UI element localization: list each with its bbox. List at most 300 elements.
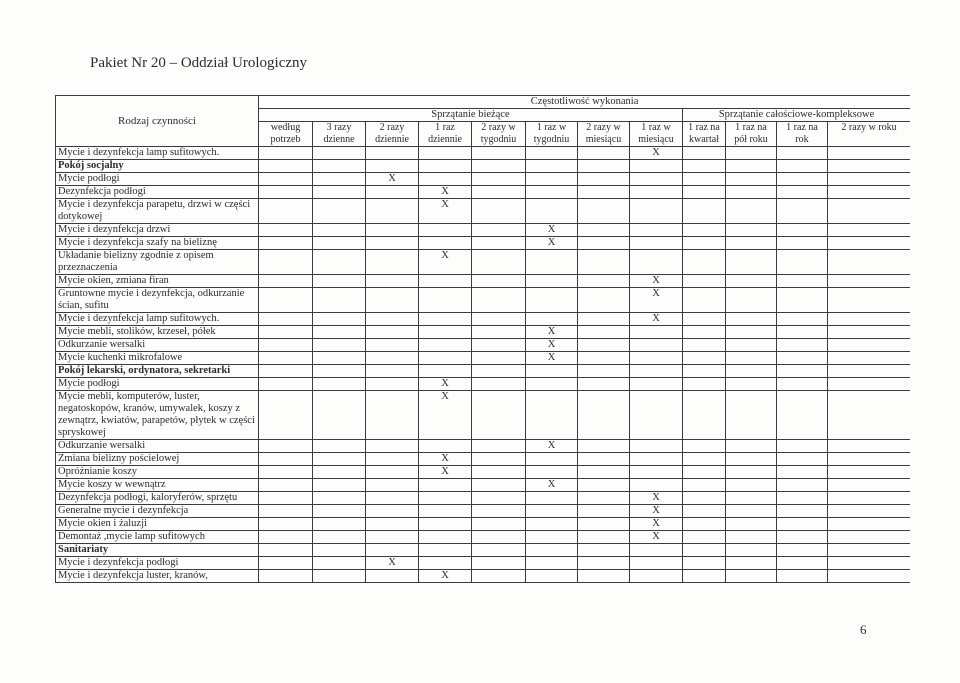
frequency-cell	[630, 160, 683, 173]
frequency-cell	[419, 365, 472, 378]
frequency-cell	[259, 391, 313, 440]
frequency-cell	[259, 199, 313, 224]
frequency-cell	[726, 440, 777, 453]
frequency-cell	[777, 557, 828, 570]
frequency-cell	[578, 378, 630, 391]
frequency-cell	[259, 313, 313, 326]
frequency-cell	[419, 288, 472, 313]
frequency-cell	[828, 453, 911, 466]
column-header: 1 raz na kwartał	[683, 122, 726, 147]
section-row	[56, 160, 911, 173]
frequency-cell	[472, 173, 526, 186]
table-row	[56, 466, 911, 479]
frequency-cell	[630, 378, 683, 391]
frequency-cell	[578, 453, 630, 466]
frequency-cell	[726, 378, 777, 391]
frequency-cell	[313, 199, 366, 224]
frequency-cell	[777, 275, 828, 288]
frequency-cell	[683, 557, 726, 570]
frequency-cell	[578, 160, 630, 173]
frequency-cell	[419, 160, 472, 173]
frequency-cell	[578, 339, 630, 352]
frequency-cell	[472, 365, 526, 378]
frequency-cell	[472, 544, 526, 557]
frequency-cell	[630, 250, 683, 275]
frequency-cell	[683, 160, 726, 173]
frequency-cell	[683, 391, 726, 440]
frequency-cell	[578, 391, 630, 440]
frequency-cell	[472, 479, 526, 492]
frequency-cell	[259, 237, 313, 250]
frequency-cell	[313, 339, 366, 352]
activity-label: Mycie i dezynfekcja luster, kranów,	[56, 570, 259, 583]
frequency-cell	[578, 557, 630, 570]
frequency-cell	[366, 440, 419, 453]
frequency-cell	[828, 186, 911, 199]
frequency-cell	[683, 147, 726, 160]
frequency-cell	[726, 492, 777, 505]
frequency-cell	[726, 275, 777, 288]
frequency-cell	[419, 557, 472, 570]
frequency-cell	[683, 326, 726, 339]
frequency-header: Częstotliwość wykonania	[259, 96, 911, 109]
table-row	[56, 237, 911, 250]
frequency-cell	[313, 378, 366, 391]
frequency-cell: X	[630, 288, 683, 313]
frequency-cell	[683, 365, 726, 378]
frequency-cell	[777, 518, 828, 531]
frequency-cell	[472, 531, 526, 544]
frequency-cell	[526, 378, 578, 391]
table-row	[56, 339, 911, 352]
frequency-cell: X	[630, 492, 683, 505]
frequency-cell: X	[630, 531, 683, 544]
frequency-cell	[313, 250, 366, 275]
frequency-cell: X	[419, 391, 472, 440]
frequency-cell	[578, 352, 630, 365]
frequency-cell	[259, 466, 313, 479]
frequency-cell	[578, 326, 630, 339]
table-row	[56, 326, 911, 339]
frequency-cell	[828, 518, 911, 531]
current-cleaning-group-header: Sprzątanie bieżące	[259, 109, 683, 122]
frequency-cell	[366, 505, 419, 518]
frequency-cell	[777, 237, 828, 250]
frequency-cell	[828, 339, 911, 352]
frequency-cell	[313, 352, 366, 365]
frequency-cell	[777, 492, 828, 505]
table-row	[56, 557, 911, 570]
frequency-cell	[366, 479, 419, 492]
frequency-cell	[313, 391, 366, 440]
frequency-cell	[472, 250, 526, 275]
frequency-cell	[828, 365, 911, 378]
activity-label: Opróżnianie koszy	[56, 466, 259, 479]
frequency-table-container	[55, 95, 910, 596]
frequency-cell	[630, 186, 683, 199]
frequency-cell	[777, 352, 828, 365]
frequency-cell	[683, 173, 726, 186]
table-row	[56, 570, 911, 583]
full-cleaning-group-header: Sprzątanie całościowe-kompleksowe	[683, 109, 911, 122]
frequency-cell	[777, 313, 828, 326]
frequency-cell	[828, 250, 911, 275]
table-row	[56, 492, 911, 505]
column-header: 1 raz dziennie	[419, 122, 472, 147]
frequency-cell	[777, 391, 828, 440]
frequency-cell	[526, 199, 578, 224]
frequency-cell	[683, 453, 726, 466]
frequency-cell	[828, 479, 911, 492]
frequency-cell	[259, 224, 313, 237]
frequency-cell	[777, 288, 828, 313]
frequency-cell	[630, 224, 683, 237]
frequency-cell	[259, 352, 313, 365]
frequency-cell	[726, 453, 777, 466]
frequency-cell	[526, 173, 578, 186]
activity-label: Mycie mebli, komputerów, luster, negatoskopów, kranów, umywalek, koszy z zewnątrz, kwiatów, parapetów, płytek w części spryskowej	[56, 391, 259, 440]
frequency-cell: X	[526, 479, 578, 492]
activity-label: Zmiana bielizny pościelowej	[56, 453, 259, 466]
frequency-cell	[828, 440, 911, 453]
frequency-cell	[419, 440, 472, 453]
frequency-cell	[472, 313, 526, 326]
frequency-cell	[578, 440, 630, 453]
column-header: 1 raz na pół roku	[726, 122, 777, 147]
frequency-cell	[578, 173, 630, 186]
activity-label: Mycie podłogi	[56, 173, 259, 186]
frequency-cell	[313, 365, 366, 378]
frequency-cell	[777, 466, 828, 479]
frequency-cell	[472, 326, 526, 339]
table-row	[56, 378, 911, 391]
table-row	[56, 531, 911, 544]
frequency-cell	[777, 479, 828, 492]
column-header: 2 razy dziennie	[366, 122, 419, 147]
section-row	[56, 544, 911, 557]
frequency-cell	[526, 557, 578, 570]
activity-label: Odkurzanie wersalki	[56, 339, 259, 352]
frequency-cell	[259, 518, 313, 531]
column-header: 2 razy w roku	[828, 122, 911, 147]
frequency-cell	[259, 250, 313, 275]
frequency-cell	[726, 237, 777, 250]
frequency-cell	[726, 479, 777, 492]
frequency-cell	[472, 492, 526, 505]
frequency-cell	[366, 531, 419, 544]
table-row	[56, 453, 911, 466]
frequency-cell	[630, 326, 683, 339]
frequency-cell	[726, 352, 777, 365]
frequency-cell	[726, 313, 777, 326]
frequency-cell	[419, 173, 472, 186]
activity-label: Dezynfekcja podłogi	[56, 186, 259, 199]
frequency-cell	[472, 570, 526, 583]
frequency-cell	[313, 186, 366, 199]
frequency-cell: X	[630, 147, 683, 160]
section-label: Sanitariaty	[56, 544, 259, 557]
frequency-cell	[777, 531, 828, 544]
frequency-cell	[578, 313, 630, 326]
frequency-cell	[313, 224, 366, 237]
column-header: 2 razy w miesiącu	[578, 122, 630, 147]
table-row	[56, 518, 911, 531]
frequency-cell	[726, 544, 777, 557]
frequency-cell: X	[526, 440, 578, 453]
frequency-cell	[313, 570, 366, 583]
frequency-cell	[777, 250, 828, 275]
frequency-cell	[828, 378, 911, 391]
frequency-cell	[259, 570, 313, 583]
frequency-cell	[828, 505, 911, 518]
frequency-cell	[828, 466, 911, 479]
frequency-cell: X	[630, 313, 683, 326]
frequency-cell	[578, 250, 630, 275]
frequency-cell	[313, 557, 366, 570]
frequency-cell	[526, 250, 578, 275]
table-row	[56, 173, 911, 186]
activity-label: Generalne mycie i dezynfekcja	[56, 505, 259, 518]
frequency-cell	[777, 378, 828, 391]
activity-label: Mycie i dezynfekcja lamp sufitowych.	[56, 313, 259, 326]
frequency-cell	[828, 531, 911, 544]
frequency-cell	[578, 199, 630, 224]
frequency-cell	[526, 570, 578, 583]
frequency-cell	[828, 352, 911, 365]
frequency-cell	[313, 479, 366, 492]
frequency-cell	[419, 275, 472, 288]
frequency-cell	[578, 224, 630, 237]
frequency-cell	[828, 326, 911, 339]
frequency-cell: X	[419, 250, 472, 275]
table-row	[56, 275, 911, 288]
frequency-cell	[828, 147, 911, 160]
frequency-cell: X	[526, 326, 578, 339]
frequency-cell	[630, 570, 683, 583]
activity-label: Mycie i dezynfekcja podłogi	[56, 557, 259, 570]
frequency-cell	[526, 466, 578, 479]
frequency-cell	[259, 147, 313, 160]
frequency-cell	[777, 160, 828, 173]
frequency-cell: X	[526, 237, 578, 250]
frequency-cell	[366, 147, 419, 160]
frequency-cell	[578, 147, 630, 160]
frequency-cell	[419, 492, 472, 505]
column-header: według potrzeb	[259, 122, 313, 147]
frequency-cell	[472, 440, 526, 453]
frequency-cell	[630, 199, 683, 224]
frequency-cell	[259, 326, 313, 339]
section-label: Pokój socjalny	[56, 160, 259, 173]
frequency-cell	[472, 557, 526, 570]
frequency-cell	[313, 453, 366, 466]
frequency-cell	[683, 531, 726, 544]
frequency-cell	[683, 479, 726, 492]
frequency-cell	[683, 224, 726, 237]
frequency-cell	[578, 365, 630, 378]
frequency-cell	[259, 531, 313, 544]
frequency-cell: X	[419, 186, 472, 199]
frequency-cell	[366, 378, 419, 391]
frequency-cell	[259, 160, 313, 173]
frequency-cell	[777, 224, 828, 237]
frequency-cell: X	[366, 557, 419, 570]
frequency-cell	[777, 173, 828, 186]
frequency-cell	[777, 505, 828, 518]
frequency-cell	[777, 199, 828, 224]
activity-label: Mycie okien, zmiana firan	[56, 275, 259, 288]
frequency-cell	[472, 352, 526, 365]
frequency-cell	[526, 365, 578, 378]
frequency-cell	[366, 199, 419, 224]
frequency-cell	[313, 518, 366, 531]
table-row	[56, 199, 911, 224]
frequency-cell	[578, 531, 630, 544]
frequency-cell	[726, 518, 777, 531]
frequency-cell	[366, 570, 419, 583]
frequency-cell	[777, 186, 828, 199]
column-header: 2 razy w tygodniu	[472, 122, 526, 147]
frequency-cell	[472, 391, 526, 440]
frequency-cell	[472, 186, 526, 199]
frequency-cell	[313, 288, 366, 313]
frequency-cell	[313, 275, 366, 288]
table-row	[56, 147, 911, 160]
frequency-cell: X	[630, 518, 683, 531]
table-row	[56, 224, 911, 237]
frequency-cell	[526, 288, 578, 313]
activity-label: Mycie koszy w wewnątrz	[56, 479, 259, 492]
frequency-cell	[726, 224, 777, 237]
frequency-cell	[726, 173, 777, 186]
frequency-cell	[366, 544, 419, 557]
frequency-cell	[683, 250, 726, 275]
frequency-cell	[526, 518, 578, 531]
frequency-cell	[259, 544, 313, 557]
frequency-cell	[828, 570, 911, 583]
frequency-cell	[419, 531, 472, 544]
frequency-cell	[630, 466, 683, 479]
frequency-cell	[472, 505, 526, 518]
frequency-cell	[313, 440, 366, 453]
frequency-cell	[526, 186, 578, 199]
frequency-cell	[683, 237, 726, 250]
frequency-cell	[366, 250, 419, 275]
frequency-cell	[419, 339, 472, 352]
frequency-cell	[578, 186, 630, 199]
frequency-cell	[578, 237, 630, 250]
activity-label: Mycie podłogi	[56, 378, 259, 391]
frequency-cell	[630, 440, 683, 453]
table-row	[56, 313, 911, 326]
frequency-cell	[313, 237, 366, 250]
activity-label: Mycie kuchenki mikrofalowe	[56, 352, 259, 365]
frequency-cell	[777, 453, 828, 466]
frequency-cell	[472, 453, 526, 466]
frequency-cell	[683, 492, 726, 505]
frequency-cell	[578, 479, 630, 492]
activity-label: Układanie bielizny zgodnie z opisem przeznaczenia	[56, 250, 259, 275]
frequency-cell	[419, 237, 472, 250]
frequency-cell	[526, 313, 578, 326]
frequency-cell	[726, 391, 777, 440]
frequency-cell: X	[630, 275, 683, 288]
frequency-cell	[366, 288, 419, 313]
frequency-cell	[472, 224, 526, 237]
frequency-cell	[313, 492, 366, 505]
frequency-cell	[472, 147, 526, 160]
frequency-cell	[472, 378, 526, 391]
activity-label: Mycie i dezynfekcja szafy na bieliznę	[56, 237, 259, 250]
frequency-cell	[472, 466, 526, 479]
frequency-cell	[313, 313, 366, 326]
frequency-cell	[472, 518, 526, 531]
frequency-cell	[630, 237, 683, 250]
frequency-cell	[259, 339, 313, 352]
frequency-cell	[683, 186, 726, 199]
frequency-cell	[259, 492, 313, 505]
table-row	[56, 479, 911, 492]
document-title: Pakiet Nr 20 – Oddział Urologiczny	[90, 55, 308, 71]
frequency-cell	[777, 365, 828, 378]
frequency-cell	[313, 173, 366, 186]
frequency-cell	[419, 313, 472, 326]
frequency-cell	[726, 570, 777, 583]
frequency-cell	[726, 160, 777, 173]
frequency-cell	[313, 147, 366, 160]
frequency-cell: X	[526, 352, 578, 365]
frequency-cell	[366, 466, 419, 479]
frequency-cell	[259, 186, 313, 199]
frequency-cell	[526, 275, 578, 288]
frequency-cell	[313, 505, 366, 518]
frequency-cell	[259, 365, 313, 378]
frequency-cell	[630, 365, 683, 378]
table-row	[56, 352, 911, 365]
frequency-cell	[259, 378, 313, 391]
frequency-cell	[828, 199, 911, 224]
frequency-cell	[578, 288, 630, 313]
frequency-table	[55, 95, 910, 583]
table-row	[56, 440, 911, 453]
activity-label: Dezynfekcja podłogi, kaloryferów, sprzętu	[56, 492, 259, 505]
frequency-cell	[419, 505, 472, 518]
frequency-cell	[259, 453, 313, 466]
frequency-cell	[472, 288, 526, 313]
activity-label: Odkurzanie wersalki	[56, 440, 259, 453]
frequency-cell	[366, 518, 419, 531]
column-header: 1 raz w tygodniu	[526, 122, 578, 147]
frequency-cell	[828, 160, 911, 173]
frequency-cell	[366, 326, 419, 339]
frequency-cell	[366, 275, 419, 288]
frequency-cell	[366, 224, 419, 237]
frequency-cell	[726, 531, 777, 544]
frequency-cell	[419, 518, 472, 531]
frequency-cell	[777, 544, 828, 557]
frequency-cell	[526, 147, 578, 160]
activity-label: Mycie i dezynfekcja lamp sufitowych.	[56, 147, 259, 160]
column-header: 1 raz w miesiącu	[630, 122, 683, 147]
table-row	[56, 250, 911, 275]
frequency-cell	[726, 186, 777, 199]
frequency-cell	[472, 199, 526, 224]
frequency-cell: X	[419, 466, 472, 479]
frequency-cell	[313, 160, 366, 173]
frequency-cell	[578, 570, 630, 583]
frequency-cell	[259, 505, 313, 518]
activity-label: Demontaż ,mycie lamp sufitowych	[56, 531, 259, 544]
